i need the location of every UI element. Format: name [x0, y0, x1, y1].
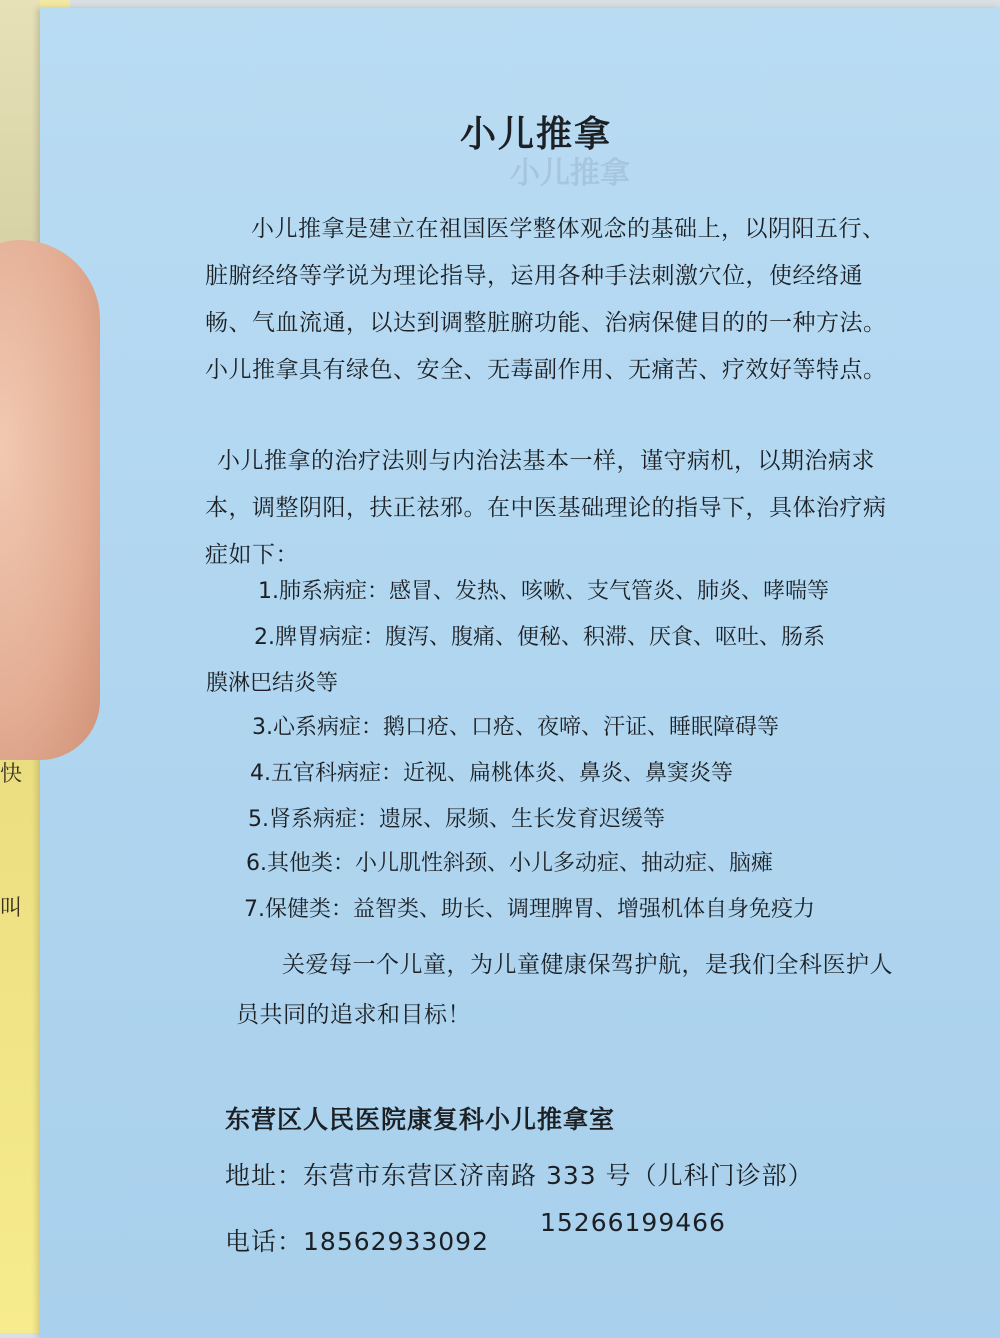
document-title: 小儿推拿 [460, 114, 613, 155]
phone-number-1: 18562933092 [303, 1227, 489, 1256]
list-item: 膜淋巴结炎等 [206, 671, 339, 696]
treatment-paragraph: 小儿推拿的治疗法则与内治法基本一样，谨守病机，以期治病求本，调整阴阳，扶正祛邪。在中医基础理论的指导下，具体治疗病症如下： [205, 448, 887, 568]
list-item: 5.肾系病症：遗尿、尿频、生长发育迟缓等 [248, 807, 665, 832]
department-name: 东营区人民医院康复科小儿推拿室 [225, 1105, 616, 1134]
address: 地址：东营市东营区济南路 333 号（儿科门诊部） [225, 1161, 814, 1190]
document-content [40, 8, 1000, 1328]
intro-paragraph: 小儿推拿是建立在祖国医学整体观念的基础上，以阴阳五行、脏腑经络等学说为理论指导，运用各种手法刺激穴位，使经络通畅、气血流通，以达到调整脏腑功能、治病保健目的的一种方法。小儿推拿具有绿色、安全、无毒副作用、无痛苦、疗效好等特点。 [205, 216, 887, 383]
list-item: 1.肺系病症：感冒、发热、咳嗽、支气管炎、肺炎、哮喘等 [258, 579, 829, 604]
show-through-title: 小儿推拿 [510, 156, 630, 191]
yellow-paper-char: 叫 [0, 896, 23, 921]
document-sheet [40, 8, 1000, 1338]
list-item: 6.其他类：小儿肌性斜颈、小儿多动症、抽动症、脑瘫 [246, 851, 773, 876]
yellow-paper-char: 快 [0, 762, 23, 787]
phone-label: 电话： [225, 1227, 304, 1256]
list-item: 7.保健类：益智类、助长、调理脾胃、增强机体自身免疫力 [244, 897, 815, 922]
list-item: 2.脾胃病症：腹泻、腹痛、便秘、积滞、厌食、呕吐、肠系 [254, 625, 825, 650]
book-edge-background [0, 0, 40, 250]
phone-number-2: 15266199466 [540, 1208, 726, 1237]
phone-line [225, 1208, 726, 1258]
closing-paragraph: 关爱每一个儿童，为儿童健康保驾护航，是我们全科医护人员共同的追求和目标！ [236, 952, 893, 1028]
thumb-holding-sheet [0, 240, 100, 760]
list-item: 4.五官科病症：近视、扁桃体炎、鼻炎、鼻窦炎等 [250, 761, 733, 786]
list-item: 3.心系病症：鹅口疮、口疮、夜啼、汗证、睡眠障碍等 [252, 715, 779, 740]
